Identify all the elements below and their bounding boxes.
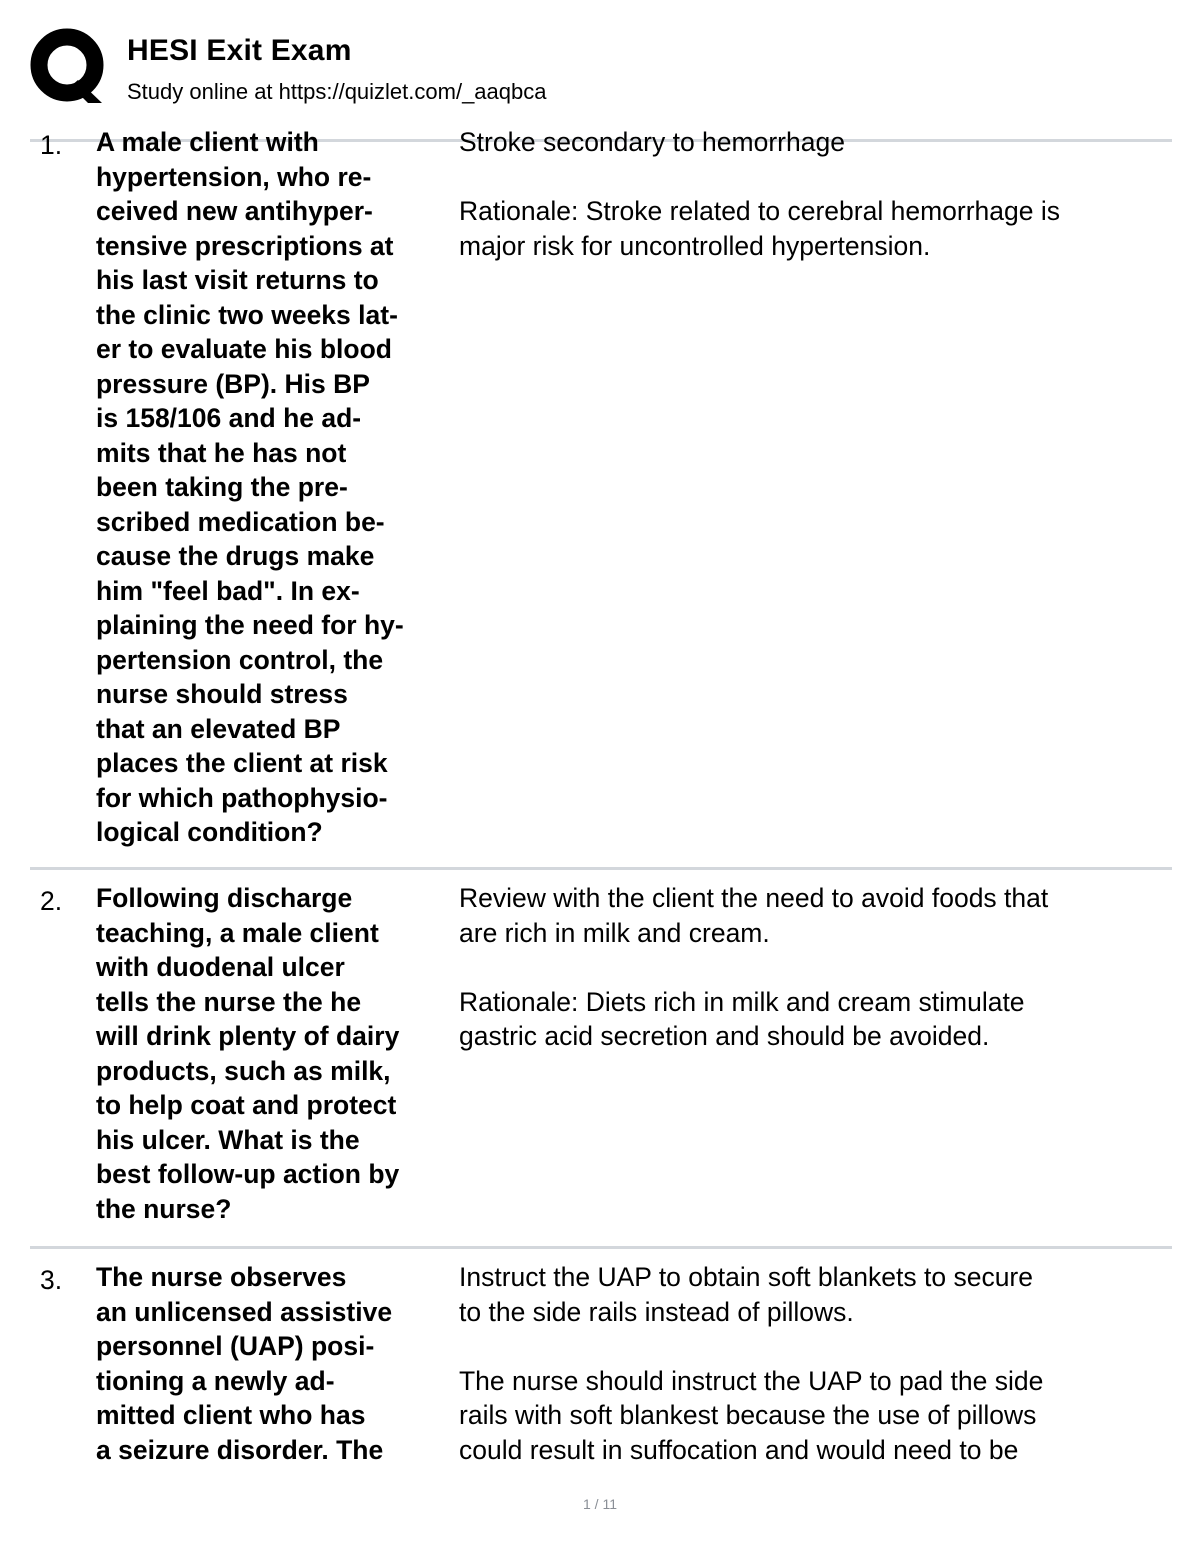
flashcard-list [30, 114, 1172, 1489]
card-question: The nurse observes an unlicensed assistive personnel (UAP) posi- tioning a newly ad- mitted client who has a seizure disorder. The [96, 1262, 393, 1465]
page-number: 1 / 11 [583, 1496, 617, 1512]
card-question: A male client with hypertension, who re- ceived new antihyper- tensive prescriptions at his last visit returns to the clinic two weeks lat- er to evaluate his blood pressure (BP). His BP is 158/106 and he ad- mits that he has not been taking the pre- scribed medication be- cause the drugs make him "feel bad". In ex- plaining the need for hy- pertension control, the nurse should stress that an elevated BP places the client at risk for which pathophysio- logical condition? [96, 127, 404, 847]
page-header [30, 28, 1172, 113]
card-number: 1. [40, 130, 63, 160]
quizlet-logo-icon [30, 28, 108, 106]
page-title: HESI Exit Exam [127, 34, 352, 67]
card-answer: Review with the client the need to avoid foods that are rich in milk and cream. Rationale: Diets rich in milk and cream stimulate gastric acid secretion and should be avoided. [459, 883, 1049, 1051]
card-question: Following discharge teaching, a male client with duodenal ulcer tells the nurse the he will drink plenty of dairy products, such as milk, to help coat and protect his ulcer. What is the best follow-up action by the nurse? [96, 883, 400, 1224]
card-number: 3. [40, 1265, 63, 1295]
card-answer: Stroke secondary to hemorrhage Rationale: Stroke related to cerebral hemorrhage is major risk for uncontrolled hypertension. [459, 127, 1060, 261]
card-number: 2. [40, 886, 63, 916]
study-link-text[interactable]: Study online at https://quizlet.com/_aaqbca [127, 79, 547, 104]
flashcard [30, 870, 1172, 1249]
card-answer: Instruct the UAP to obtain soft blankets to secure to the side rails instead of pillows. The nurse should instruct the UAP to pad the side rails with soft blankest because the use of pillows could result in suffocation and would need to be [459, 1262, 1044, 1465]
flashcard [30, 114, 1172, 870]
flashcard [30, 1249, 1172, 1489]
